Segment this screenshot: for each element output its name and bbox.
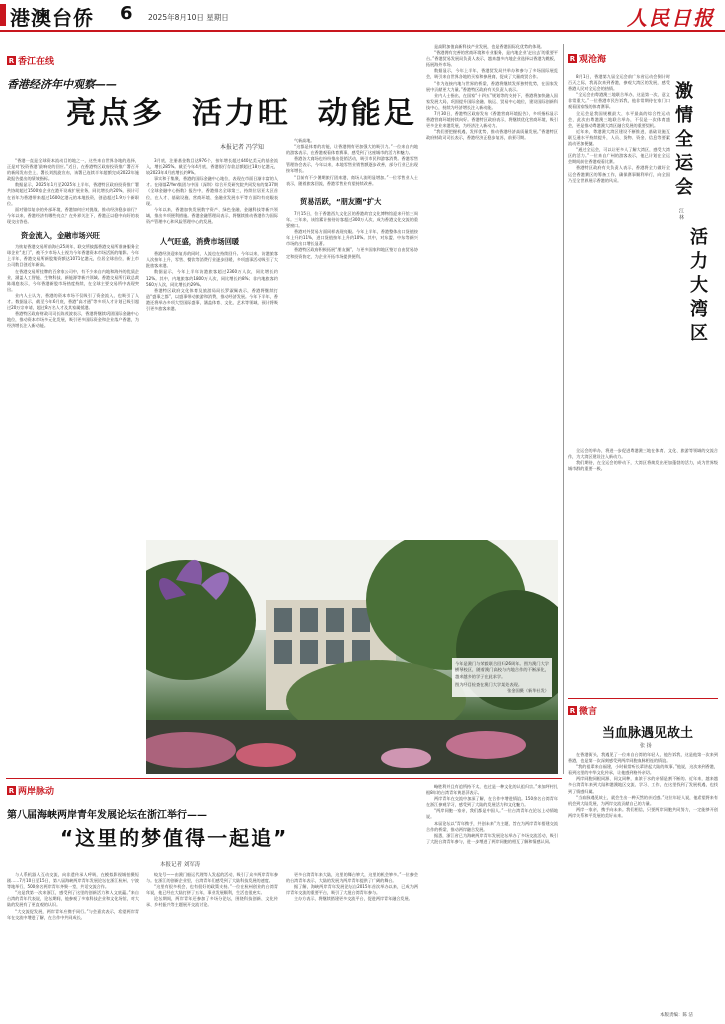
subheading: 资金流入，金融市场兴旺: [21, 231, 101, 241]
col1-body: [7, 158, 139, 533]
article-headline: 亮点多 活力旺 动能足: [66, 96, 417, 131]
paragraph: 香港特区政府有关负责人表示，香港将全力做好全运会香港赛区的筹备工作，确保赛事顺利举行，向全国乃至全世界展示香港的风采。: [568, 165, 670, 183]
paragraph: 两岸青年在交流中加深了解，在合作中增进情谊。150余名台湾青年在浙江参观学习，感受到了大陆的发展活力和文化魅力。: [426, 796, 558, 808]
bottom-byline: 本报记者 刘军涛: [160, 862, 201, 868]
col4-body: [426, 44, 558, 544]
paragraph: 略胜利并且有追所持不太，也过是一种文化的认祖归宗。”来加坪村扎根8年的台湾青年黄思萍表示。: [426, 784, 558, 796]
paragraph: 在香港交易所挂牌的百余家公司中，有不少来自内地和海外的优质企业，涵盖人工智能、生物科技、新能源等新兴领域。香港交易所行政总裁陈翊庭表示，今年香港新股市场热度持续，在全球主要交易所中表现突出。: [7, 268, 139, 292]
paragraph: 近年来，粤港澳大湾区建设不断推进，基础设施互联互通水平持续提升，人员、货物、资金、信息等要素流动更加便捷。: [568, 128, 670, 147]
paragraph: 两岸一家亲，携手向未来。我们相信，只要两岸同胞共同努力，一定能够开创两岸关系和平发展的美好未来。: [568, 806, 718, 818]
vertical-headline-2: [690, 226, 712, 346]
bottom-col-3: [286, 872, 418, 1020]
paragraph: 香港经济迎来复苏的同时，人流也在持续回升。今年以来，访港旅客人次按年上升，零售、餐饮等消费行业逐步回暖，多项盛事活动吸引了大批旅客来港。: [146, 251, 278, 269]
photo-credit: 张金国摄（新华社发）: [507, 688, 549, 694]
paragraph: 据了解，海峡两岸青年发展论坛自2015年首次举办以来，已成为两岸青年交流的重要平台，吸引了大批台湾青年参与。: [286, 884, 418, 896]
bottom-col-2: [146, 872, 278, 1020]
photo-caption: 今年是澳门与荣毅联合回归26周年。图为澳门大学横琴校区，随着澳门高校与内地合作的不断深化，越来越多的学子在此求学。: [455, 661, 549, 679]
paragraph: 气新高地。: [294, 138, 315, 143]
paragraph: 7月30日，香港特区政府发布《香港营商环境报告》，多项指标显示香港营商环境持续向好。香港特区政府表示，将继续优化营商环境，吸引更多企业来港发展，为经济注入新动力。: [426, 111, 558, 129]
paragraph: 更多台湾青年来大陆，这里的舞台够大，这里的机会够多。”一位参会的台湾青年表示，大陆的发展为两岸青年提供了广阔的舞台。: [286, 872, 418, 884]
tag-label: 两岸脉动: [18, 787, 55, 797]
bottom-kicker: 第八届海峡两岸青年发展论坛在浙江举行——: [7, 810, 207, 821]
section-tag-hk: [7, 54, 54, 67]
paragraph: 数据显示，今年上半年访港旅客超过2360万人次，同比增长约12%。其中，内地旅客约1800万人次，同比增长约8%；非内地旅客约560万人次，同比增长约29%。: [146, 269, 278, 287]
paragraph: 业内人士指出，在国家“十四五”规划等的支持下，香港将加快融入国家发展大局，巩固提升国际金融、航运、贸易中心地位，建设国际创新科技中心，持续为经济增长注入新动能。: [426, 92, 558, 110]
paragraph: 本届论坛以“青年携手，共创未来”为主题，旨在为两岸青年搭建交流合作的桥梁，推动两岸融合发展。: [426, 820, 558, 832]
headline-char: 全: [675, 129, 693, 150]
masthead: [0, 0, 725, 32]
photo-scene: [146, 540, 558, 774]
paragraph: 主办方表示，将继续搭建更多交流平台，促进两岸青年融合发展。: [294, 896, 413, 902]
col3-body: [286, 138, 418, 533]
newspaper-logo: 人民日报: [627, 6, 715, 30]
paragraph: 全运会是我国规模最大、水平最高的综合性运动会，此次由粤港澳三地联合举办，不仅是一次体育盛会，更是推动粤港澳大湾区融合发展的重要契机。: [568, 110, 670, 128]
article-kicker: 香港经济年中观察——: [7, 78, 117, 91]
paragraph: “这是我第一次来浙江，感受到了这里的创新活力和人文底蕴。”来自台湾的青年代表说，论坛期间，他参观了多家科技企业和文化场馆，对大陆的发展有了更直观的认识。: [7, 890, 139, 908]
paragraph: 与人系机器人互动交流，向非遗传承人呼吸，在模拟影视城拍摄短剧……7月10日至15日，第八届海峡两岸青年发展论坛在浙江杭州、宁波等地举行，500余名两岸青年齐聚一堂，共话交流合作。: [7, 872, 139, 890]
article-byline: 本报记者 冯学知: [220, 144, 264, 151]
paragraph: “全运会由粤港澳三地联合举办，这是第一次，意义非常重大。”一位香港市民告诉我，他非常期待在家门口观看国家级的体育赛事。: [568, 92, 670, 110]
col5-body-left: [568, 74, 670, 446]
r-icon: R: [8, 786, 15, 795]
subheading: 贸易活跃，“朋友圈”扩大: [300, 196, 382, 206]
section-tag-weiyan: [568, 704, 597, 717]
bottom-divider: [6, 778, 562, 779]
paragraph: 香港对外贸易方面同样表现亮眼。今年上半年，香港整体出口货值按年上升约11%，进口货值按年上升约10%。其中，对东盟、中东等新兴市场的出口增长显著。: [286, 229, 418, 247]
page-editor: 本版责编：陈 洁: [660, 1013, 693, 1018]
vertical-headline: [675, 80, 697, 200]
paragraph: 两岸同胞同根同源、同文同种，血浓于水的亲情是割不断的。近年来，越来越多台湾青年来到大陆和港澳地区交流、学习、工作，在这里找到了发展机遇，也找到了情感归属。: [568, 776, 718, 794]
paragraph: “大交流促发展，两岸青年应携手同行。”与会嘉宾表示，希望两岸青年在交流中增进了解，在合作中共同成长。: [7, 908, 139, 920]
tag-label: 香江在线: [18, 57, 55, 67]
section-tag-crossstrait: [7, 784, 54, 797]
paragraph: “这都是体育的功能，让香港拥有更加强大的吸引力。”一位来自内地的游客表示，在香港观看体育赛事，感受到了这座城市的活力和魅力。: [286, 144, 418, 156]
subheading: 人气旺盛，消费市场回暖: [160, 237, 240, 247]
paragraph: 全运会的举办，将进一步促进粤港澳三地在体育、文化、旅游等领域的交流合作，为大湾区建设注入新动力。: [568, 448, 718, 460]
paragraph: 香港特区政府积极拓展“朋友圈”，与更多国家和地区签订自由贸易协定和投资协定，为企业开拓市场提供便利。: [286, 247, 418, 259]
paragraph: 香港特区政府文化体育及旅游局局长罗淑佩表示，香港将继续打造“盛事之都”，以盛事带动旅游和消费，推动经济发展。今年下半年，香港还将举办多项大型国际盛事，涵盖体育、文化、艺术等领域，预计将吸引更多旅客来港。: [146, 287, 278, 311]
weiyan-byline: 张 扬: [640, 743, 652, 749]
headline-char: 区: [690, 323, 708, 344]
paragraph: 数据显示，今年上半年，香港贸发局共举办和参与了多场国际展览会，吸引来自世界各地的买家和参展商，促成了大量商贸合作。: [426, 68, 558, 80]
paragraph: 业内人士认为，香港的资本市场不仅吸引了资金流入，也吸引了人才。数据显示，截至今年6月底，香港“高才通”等多项人才计划已吸引超过20万宗申请，超过8万名人才及其家属抵港。: [7, 292, 139, 311]
headline-char: 力: [690, 251, 708, 272]
paragraph: 香港特区政府财政司司长陈茂波表示，香港将继续巩固国际金融中心地位，推动资本市场多元化发展，吸引更多国际资金和企业落户香港，为经济增长注入新动能。: [7, 311, 139, 329]
page-number: 6: [120, 3, 133, 24]
paragraph: “作为连接内地与世界的桥梁，香港将继续发挥独特优势，在国家发展中贡献更大力量。”香港特区政府有关负责人表示。: [426, 80, 558, 92]
bottom-col-1: [7, 872, 139, 1020]
photo-caption-box: [452, 658, 552, 697]
paragraph: 数据显示，2025年1月至2025年上半年，香港特区政府投资推广署共协助超过1500家企业在港开设或扩展业务，同比增长约20%，预计可在首年为香港带来超过1600亿港元的本地投资，创造超过1.9万个新职位。: [7, 182, 139, 206]
paragraph: 蛟龙号——由澳门船运代理等人发起的活动，吸引了众多两岸青年参与。在浙江的创新企业里，台湾青年们感受到了大陆科技发展的速度。: [146, 872, 278, 884]
paragraph: 8月1日，香港第九届全运会前广东省运动会倒计时百天之际，我再次来到香港，参观大湾区的发展，感受香港人民对全运会的热情。: [568, 74, 670, 92]
paragraph: “香港一直是全球资本流动目的地之一，这些来自世界各地的选择，正是对‘投资香港’最响亮的回应。”近日，在香港特区政府投资推广署召开的新闻发布会上，署长刘凯旋宣布，该署已连续半年超额完成2022年施政报告提出的绩效指标。: [7, 158, 139, 182]
paragraph: “我们要把握机遇，发挥优势，推动香港经济高质量发展。”香港特区政府财政司司长表示，香港经济正稳步复苏，前景可期。: [426, 129, 558, 141]
paragraph: 据悉，浙江省已为海峡两岸青年发展论坛举办了多场交流活动，吸引了大批台湾青年参与，进一步增进了两岸同胞的相互了解和情感认同。: [426, 832, 558, 844]
paragraph: 今年以来，香港加快发展数字资产、绿色金融、金融科技等新兴领域，推出多项便利措施。香港金融管理局表示，将继续推动香港作为国际资产管理中心和风险管理中心的发展。: [146, 206, 278, 224]
paragraph: 论坛期间，两岸青年还参加了多场分论坛，围绕科技创新、文化传承、乡村振兴等主题展开交流讨论。: [146, 896, 278, 908]
paragraph: “我的祖辈来自福建，小时候常听长辈讲起大陆的故事。”他说，这次来到香港，看到这里的中华文化传承，让他感到格外亲切。: [568, 764, 718, 776]
bottom-headline: “这里的梦值得一起追”: [60, 826, 289, 850]
headline-char: 情: [675, 105, 693, 126]
paragraph: “通过全运会，可以让更多人了解大湾区，感受大湾区的活力。”一位来自广州的游客表示，他已计划在全运会期间前往香港观看比赛。: [568, 147, 670, 165]
column-divider: [563, 44, 564, 774]
paragraph: “目前有不少暑期旅行团来港，商场人流明显增加。”一位零售业人士表示，随着旅客回流，香港零售业有望持续改善。: [286, 174, 418, 186]
tag-label: 观沧海: [579, 55, 607, 65]
headline-char: 大: [690, 275, 708, 296]
col5-author: 江 林: [678, 208, 684, 220]
weiyan-headline: 当血脉遇见故土: [602, 726, 694, 741]
paragraph: 香港各大商场也纷纷推出促销活动，吸引市民和游客消费。香港零售管理协会表示，今年以来，本地零售业销售额逐步改善，部分行业已出现按年增长。: [286, 156, 418, 174]
headline-char: 运: [675, 153, 693, 174]
masthead-bar: [0, 4, 6, 26]
paragraph: 为恢复香港交易所前海台25周年，联交所披露香港交易所准备服务全球企业“龙门”，被不少市场人士视为今年香港资本市场活跃的缩影。今年上半年，香港交易所新股集资额达1071亿港元，位居全球首位，新上市公司数目创近年新高。: [7, 244, 139, 268]
paragraph: 面对错综复杂的外部环境，香港如何应对挑战、推动经济稳步前行？今年以来，香港经济有哪些亮点？在外界关注下，香港正以稳中向好的表现交出答卷。: [7, 206, 139, 224]
section-tag-commentary: [568, 52, 606, 65]
section-title: 港澳台侨: [10, 6, 94, 30]
headline-char: 湾: [690, 299, 708, 320]
paragraph: “香港拥有完善的营商环境和专业服务，是内地企业‘走出去’的重要平台。”香港贸易发展局负责人表示，越来越多内地企业选择以香港为跳板，拓展海外市场。: [426, 50, 558, 68]
paragraph: 在香港街头，我遇见了一位来自台湾的年轻人，他告诉我，这是他第一次来到香港，也是第一次深刻感受到两岸同胞血脉相连的情谊。: [568, 752, 718, 764]
paragraph: 事实和于集聚，香港的国际金融中心地位，表现在市面日渐丰富的人才。在刚落Z/Yen集团与中国（深圳）综合开发研究院共同发布的第37期《全球金融中心指数》报告中，香港排名全球第三，持续位居亚太区首位，在人才、基础设施、营商环境、金融业发展水平等方面均有亮眼表现。: [146, 176, 278, 206]
hk-street-photo: [146, 540, 558, 774]
bottom-col-4: [426, 784, 558, 1020]
col5-divider: [568, 698, 718, 699]
issue-date: 2025年8月10日 星期日: [148, 13, 229, 22]
paragraph: 我们期待，在全运会的带动下，大湾区将焕发出更加蓬勃的活力，成为世界级城市群的重要一极。: [568, 460, 718, 472]
col2-body: [146, 158, 278, 533]
paragraph: “当血脉遇见故土，就会生出一种天然的亲近感。”这位年轻人说，他希望将来有机会到大陆发展，为两岸交流贡献自己的力量。: [568, 794, 718, 806]
paragraph: “这里有很多机会，也有很好的政策支持。”一位在杭州创业的台湾青年说，他已经在大陆打拼了五年，事业发展顺利，生活也很充实。: [146, 884, 278, 896]
paragraph: 是高附加值高新科技产业发展，也是香港国际化优势的体现。: [434, 44, 545, 49]
r-icon: R: [569, 54, 576, 63]
tag-label: 微言: [579, 707, 598, 717]
weiyan-body: [568, 752, 718, 1010]
headline-char: 会: [675, 177, 693, 198]
headline-char: 激: [675, 81, 693, 102]
headline-char: 活: [690, 227, 708, 248]
paragraph: 3月底，注册基金数目达976个，按年增长超过440亿美元的基金流入，增长285%。截至今年4月底，香港银行存款总额超过18万亿港元，较2023年4月底增长约9%。: [146, 158, 278, 176]
r-icon: R: [8, 56, 15, 65]
paragraph: “两岸同胞一家亲，我们都是中国人。”一位台湾青年在论坛上动情地说。: [426, 808, 558, 820]
r-icon: R: [569, 706, 576, 715]
photo-credit-note: 图为经目检查在澳门大学某处表现。: [455, 681, 523, 687]
paragraph: 7月15日，位于香港西九文化区的香港故宫文化博物馆迎来开馆三周年。三年来，该馆累计接待访客超过300万人次，成为香港文化交流的重要窗口。: [286, 210, 418, 229]
